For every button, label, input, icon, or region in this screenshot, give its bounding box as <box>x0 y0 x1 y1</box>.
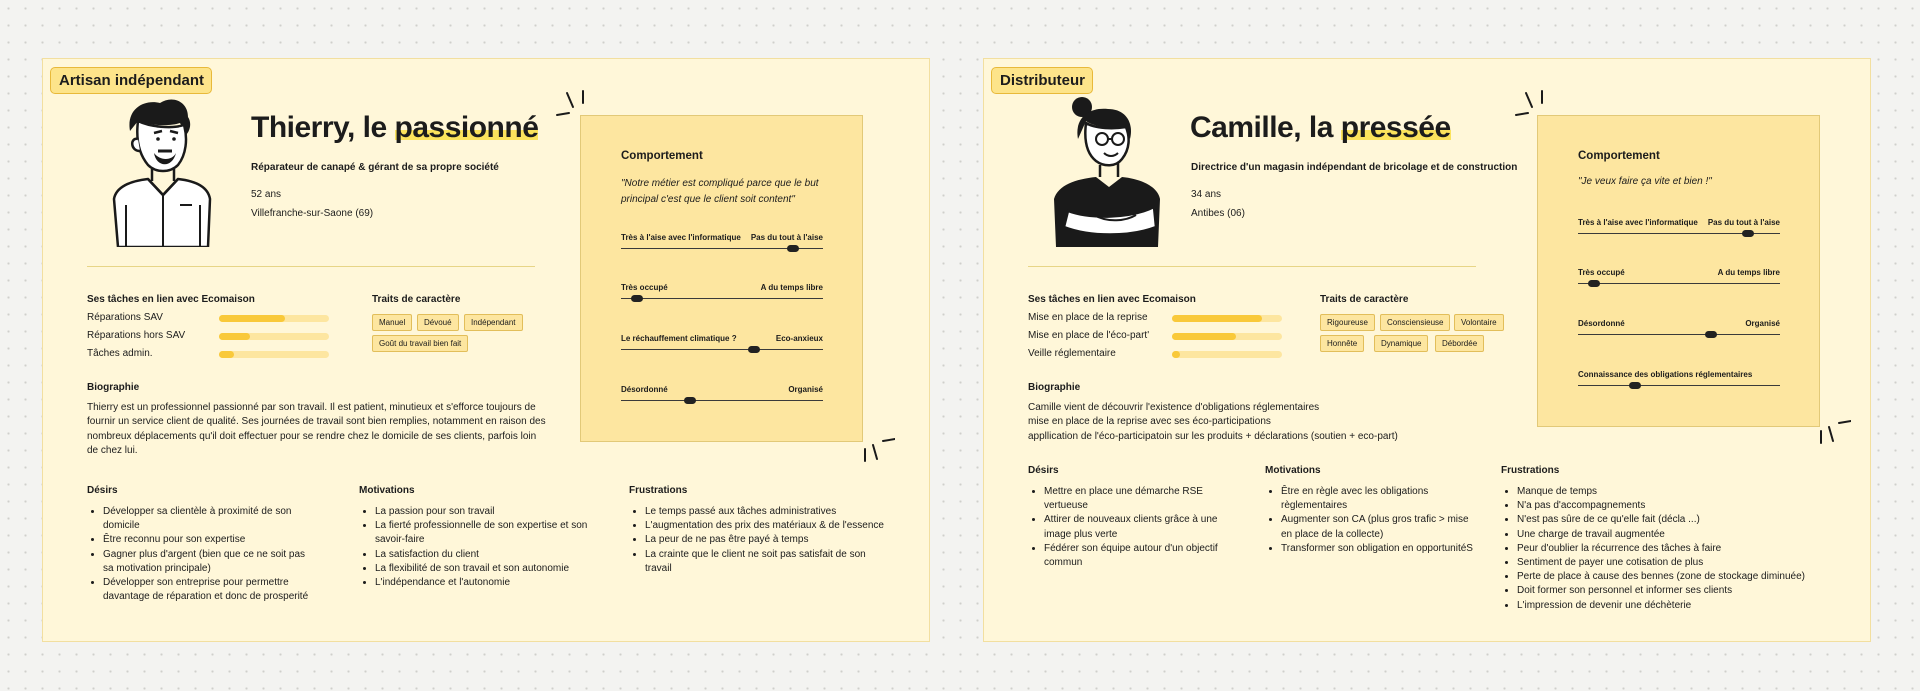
motivations-title: Motivations <box>1265 465 1321 476</box>
slider-right-label: Eco-anxieux <box>775 334 823 343</box>
list-item: • La fierté professionnelle de son expertise et son savoir-faire <box>375 519 600 547</box>
section-divider <box>1028 266 1476 267</box>
list-item: • N'est pas sûre de ce qu'elle fait (décla ...) <box>1517 513 1827 527</box>
slider-left-label: Connaissance des obligations réglementaires <box>1578 370 1753 379</box>
task-label: Mise en place de la reprise <box>1028 312 1148 323</box>
slider-left-label: Désordonné <box>621 385 668 394</box>
persona-location: Villefranche-sur-Saone (69) <box>251 208 374 219</box>
bio-text <box>1028 401 1508 444</box>
list-item: • La crainte que le client ne soit pas satisfait de son travail <box>645 548 885 576</box>
persona-name: Thierry, le <box>251 111 395 144</box>
persona-card-thierry <box>42 58 930 642</box>
list-item: • Fédérer son équipe autour d'un objectif commun <box>1044 542 1234 570</box>
trait-chip[interactable]: Honnête <box>1320 335 1364 352</box>
persona-avatar-illustration <box>1034 87 1184 247</box>
slider-knob[interactable] <box>1742 230 1754 237</box>
list-item: • Transformer son obligation en opportunitéS <box>1281 542 1481 556</box>
persona-location: Antibes (06) <box>1191 208 1245 219</box>
bio-title: Biographie <box>87 382 140 393</box>
behavior-slider[interactable] <box>1578 268 1780 284</box>
list-item: • La peur de ne pas être payé à temps <box>645 533 885 547</box>
list-item: • Gagner plus d'argent (bien que ce ne soit pas sa motivation principale) <box>103 548 313 576</box>
desires-list <box>87 505 313 604</box>
slider-track <box>621 400 823 401</box>
list-item: • Une charge de travail augmentée <box>1517 528 1827 542</box>
persona-name-title <box>251 111 538 145</box>
list-item: • La flexibilité de son travail et son autonomie <box>375 562 600 576</box>
list-item: • Augmenter son CA (plus gros trafic > mise en place de la collecte) <box>1281 513 1481 541</box>
behavior-slider[interactable] <box>621 283 823 299</box>
persona-role: Directrice d'un magasin indépendant de bricolage et de construction <box>1191 162 1518 173</box>
list-item: • Manque de temps <box>1517 485 1827 499</box>
trait-chip[interactable]: Manuel <box>372 314 412 331</box>
task-level-fill <box>1172 315 1262 322</box>
slider-track <box>1578 385 1780 386</box>
persona-name-title <box>1190 111 1451 145</box>
slider-right-label: Pas du tout à l'aise <box>750 233 823 242</box>
behavior-slider[interactable] <box>1578 319 1780 335</box>
list-item: • Perte de place à cause des bennes (zone de stockage diminuée) <box>1517 570 1827 584</box>
slider-track <box>621 298 823 299</box>
task-label: Tâches admin. <box>87 348 153 359</box>
persona-name: Camille, la <box>1190 111 1341 144</box>
list-item: • L'augmentation des prix des matériaux & de l'essence <box>645 519 885 533</box>
motivations-title: Motivations <box>359 485 415 496</box>
task-level-fill <box>219 333 250 340</box>
task-level-bar <box>219 351 329 358</box>
slider-track <box>1578 334 1780 335</box>
frustrations-title: Frustrations <box>1501 465 1560 476</box>
slider-right-label: Pas du tout à l'aise <box>1707 218 1780 227</box>
list-item: • Mettre en place une démarche RSE vertueuse <box>1044 485 1234 513</box>
list-item: • Développer sa clientèle à proximité de son domicile <box>103 505 313 533</box>
list-item: • Peur d'oublier la récurrence des tâches à faire <box>1517 542 1827 556</box>
trait-chip[interactable]: Dynamique <box>1374 335 1428 352</box>
slider-knob[interactable] <box>1705 331 1717 338</box>
frustrations-list <box>1501 485 1827 613</box>
behavior-slider[interactable] <box>621 233 823 249</box>
task-label: Réparations SAV <box>87 312 163 323</box>
slider-knob[interactable] <box>1588 280 1600 287</box>
slider-knob[interactable] <box>684 397 696 404</box>
trait-chip[interactable]: Dévoué <box>417 314 459 331</box>
task-level-fill <box>219 351 234 358</box>
slider-right-label: Organisé <box>1745 319 1780 328</box>
list-item: • La satisfaction du client <box>375 548 600 562</box>
traits-title: Traits de caractère <box>372 294 461 305</box>
desires-title: Désirs <box>1028 465 1059 476</box>
persona-nickname-highlight: passionné <box>394 111 539 144</box>
slider-left-label: Très occupé <box>621 283 668 292</box>
frustrations-list <box>629 505 885 576</box>
tasks-title: Ses tâches en lien avec Ecomaison <box>1028 294 1196 305</box>
slider-track <box>621 349 823 350</box>
task-level-bar <box>1172 315 1282 322</box>
trait-chip[interactable]: Consciensieuse <box>1380 314 1450 331</box>
persona-role: Réparateur de canapé & gérant de sa propre société <box>251 162 499 173</box>
behavior-slider[interactable] <box>1578 218 1780 234</box>
sparkle-accent-icon <box>1811 419 1851 449</box>
slider-left-label: Très occupé <box>1578 268 1625 277</box>
task-level-fill <box>219 315 285 322</box>
bio-line: appllication de l'éco-participatoin sur les produits + déclarations (soutien + eco-part) <box>1028 430 1398 442</box>
trait-chip[interactable]: Indépendant <box>464 314 523 331</box>
list-item: • La passion pour son travail <box>375 505 600 519</box>
slider-right-label: A du temps libre <box>760 283 823 292</box>
sparkle-accent-icon <box>553 87 593 117</box>
list-item: • Le temps passé aux tâches administratives <box>645 505 885 519</box>
persona-age: 34 ans <box>1191 189 1222 200</box>
slider-left-label: Le réchauffement climatique ? <box>621 334 737 343</box>
slider-knob[interactable] <box>631 295 643 302</box>
task-label: Réparations hors SAV <box>87 330 186 341</box>
list-item: • L'indépendance et l'autonomie <box>375 576 600 590</box>
persona-card-camille <box>983 58 1871 642</box>
motivations-list <box>1265 485 1481 556</box>
task-level-bar <box>219 315 329 322</box>
behavior-slider[interactable] <box>621 334 823 350</box>
persona-nickname-highlight: pressée <box>1340 111 1451 144</box>
desires-list <box>1028 485 1234 570</box>
behavior-panel <box>1537 115 1820 427</box>
behavior-quote: "Je veux faire ça vite et bien !" <box>1578 176 1712 187</box>
slider-knob[interactable] <box>1629 382 1641 389</box>
slider-left-label: Désordonné <box>1578 319 1625 328</box>
traits-title: Traits de caractère <box>1320 294 1409 305</box>
frustrations-title: Frustrations <box>629 485 688 496</box>
list-item: • Sentiment de payer une cotisation de plus <box>1517 556 1827 570</box>
persona-age: 52 ans <box>251 189 282 200</box>
list-item: • N'a pas d'accompagnements <box>1517 499 1827 513</box>
persona-type-tag[interactable]: Distributeur <box>991 67 1093 94</box>
task-level-fill <box>1172 351 1180 358</box>
bio-text: Thierry est un professionnel passionné par son travail. Il est patient, minutieux et s'efforce toujours de fournir un service client de qualité. Ses journées de travail sont bien remplies, notamment en raison des nombreux déplacements qu'il doit effectuer pour se rendre chez le domicile de ses clients, parfois loin de chez lui. <box>87 402 546 456</box>
slider-right-label: A du temps libre <box>1717 268 1780 277</box>
behavior-slider[interactable] <box>621 385 823 401</box>
list-item: • Être reconnu pour son expertise <box>103 533 313 547</box>
slider-right-label: Organisé <box>788 385 823 394</box>
section-divider <box>87 266 535 267</box>
trait-chip[interactable]: Rigoureuse <box>1320 314 1375 331</box>
bio-line: Camille vient de découvrir l'existence d'obligations réglementaires <box>1028 402 1320 413</box>
behavior-panel <box>580 115 863 442</box>
behavior-title: Comportement <box>1578 150 1660 162</box>
bio-title: Biographie <box>1028 382 1081 393</box>
trait-chip[interactable]: Goût du travail bien fait <box>372 335 468 352</box>
behavior-quote: "Notre métier est compliqué parce que le but principal c'est que le client soit content" <box>621 178 819 205</box>
task-level-bar <box>1172 351 1282 358</box>
persona-type-tag[interactable]: Artisan indépendant <box>50 67 212 94</box>
slider-knob[interactable] <box>787 245 799 252</box>
behavior-title: Comportement <box>621 150 703 162</box>
task-label: Veille réglementaire <box>1028 348 1116 359</box>
bio-line: mise en place de la reprise avec ses éco-participations <box>1028 416 1271 428</box>
slider-left-label: Très à l'aise avec l'informatique <box>621 233 741 242</box>
task-level-bar <box>1172 333 1282 340</box>
list-item: • Attirer de nouveaux clients grâce à une image plus verte <box>1044 513 1234 541</box>
slider-left-label: Très à l'aise avec l'informatique <box>1578 218 1698 227</box>
sparkle-accent-icon <box>855 437 895 467</box>
list-item: • L'impression de devenir une déchèterie <box>1517 599 1827 613</box>
slider-track <box>1578 283 1780 284</box>
desires-title: Désirs <box>87 485 118 496</box>
task-label: Mise en place de l'éco-part' <box>1028 330 1150 341</box>
behavior-slider[interactable] <box>1578 370 1780 386</box>
trait-chip[interactable]: Débordée <box>1435 335 1484 352</box>
sparkle-accent-icon <box>1512 87 1552 117</box>
list-item: • Développer son entreprise pour permettre davantage de réparation et donc de prosperité <box>103 576 313 604</box>
list-item: • Être en règle avec les obligations règlementaires <box>1281 485 1481 513</box>
trait-chip[interactable]: Volontaire <box>1454 314 1504 331</box>
slider-knob[interactable] <box>748 346 760 353</box>
task-level-fill <box>1172 333 1236 340</box>
task-level-bar <box>219 333 329 340</box>
list-item: • Doit former son personnel et informer ses clients <box>1517 584 1827 598</box>
persona-avatar-illustration <box>88 87 238 247</box>
motivations-list <box>359 505 600 590</box>
tasks-title: Ses tâches en lien avec Ecomaison <box>87 294 255 305</box>
